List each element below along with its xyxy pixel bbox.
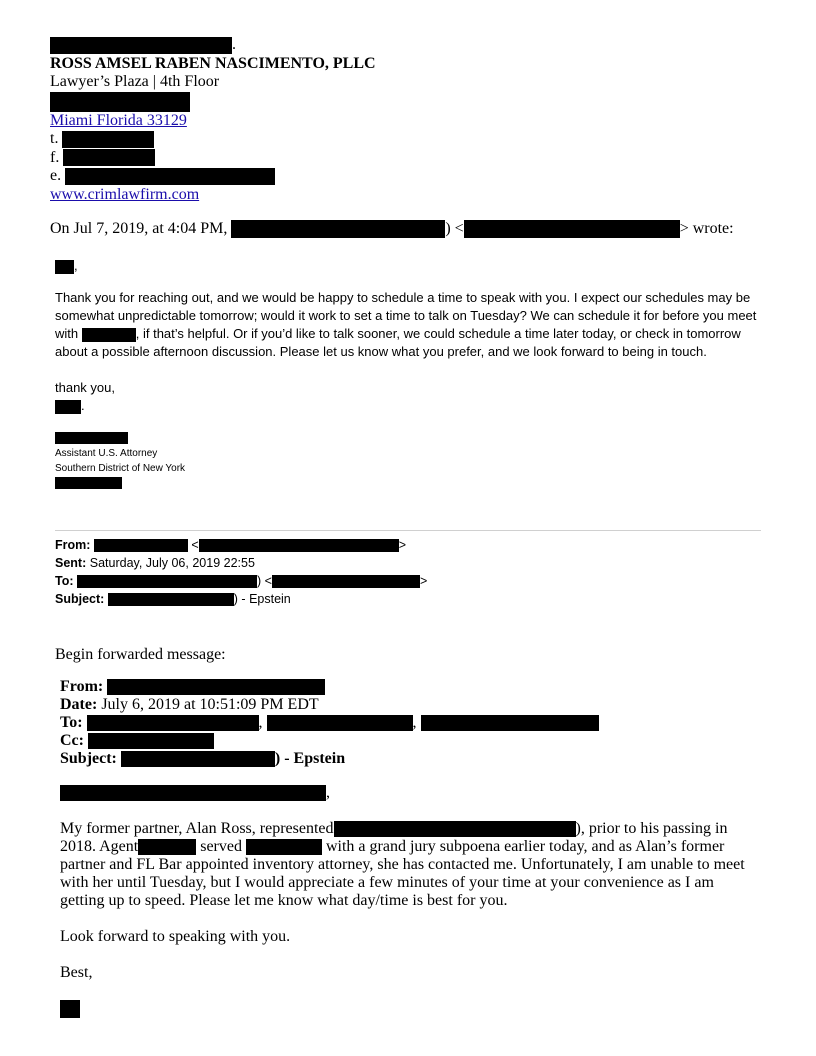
redaction bbox=[88, 733, 214, 749]
redaction bbox=[94, 539, 188, 552]
redaction bbox=[464, 220, 680, 238]
fwd-from-row: From: bbox=[60, 678, 599, 696]
redaction bbox=[50, 92, 190, 112]
fax-line: f. bbox=[50, 149, 376, 168]
redaction bbox=[121, 751, 275, 767]
reply-header: On Jul 7, 2019, at 4:04 PM, ) < > wrote: bbox=[50, 220, 734, 237]
redaction bbox=[50, 37, 232, 54]
redaction bbox=[108, 593, 234, 606]
website-link[interactable]: www.crimlawfirm.com bbox=[50, 185, 200, 203]
redaction bbox=[267, 715, 413, 731]
redaction bbox=[231, 220, 445, 238]
to-row: To: ) < > bbox=[55, 574, 428, 588]
redaction bbox=[421, 715, 599, 731]
redaction bbox=[272, 575, 420, 588]
orig-signoff bbox=[60, 1000, 760, 1018]
email-line: e. bbox=[50, 167, 376, 186]
body-paragraph: Thank you for reaching out, and we would be happy to schedule a time to speak with you. I expect our schedules may be somewhat unpredictable tomorrow; would it work to set a time to talk on Tuesday? We can schedule it for before you meet with , if that’s helpful. Or if you’d like to talk sooner, we could schedule a time later today, or check in tomorrow about a possible afternoon discussion. Please let us know what you prefer, and we look forward to being in touch. bbox=[55, 290, 757, 359]
subject-row: Subject: ) - Epstein bbox=[55, 592, 291, 606]
sender-title-block bbox=[55, 431, 767, 491]
signature-block bbox=[50, 36, 376, 204]
redaction bbox=[107, 679, 325, 695]
reply-email bbox=[55, 257, 767, 491]
redaction bbox=[55, 260, 74, 274]
redaction bbox=[246, 839, 322, 855]
redaction bbox=[55, 432, 128, 444]
from-row: From: < > bbox=[55, 538, 407, 552]
orig-paragraph-1: My former partner, Alan Ross, represented ), prior to his passing in 2018. Agent served with a grand jury subpoena earlier today, and as Alan’s former partner and FL Bar appointed inventory attorney, she has contacted me. Unfortunately, I am unable to meet with her until Tuesday, but I would appreciate a few minutes of your time at your convenience as I am getting up to speed. Please let me know what day/time is best for you. bbox=[60, 820, 745, 909]
fwd-subject-row: Subject: ) - Epstein bbox=[60, 750, 346, 767]
redaction bbox=[63, 149, 155, 166]
signature-name-line: . bbox=[50, 36, 376, 55]
redaction bbox=[87, 715, 259, 731]
orig-paragraph-2: Look forward to speaking with you. bbox=[60, 928, 291, 945]
firm-name: ROSS AMSEL RABEN NASCIMENTO, PLLC bbox=[50, 54, 376, 72]
signoff: . bbox=[55, 397, 767, 415]
street-line bbox=[50, 92, 376, 112]
redaction bbox=[62, 131, 154, 148]
website-line[interactable] bbox=[50, 186, 376, 205]
redaction bbox=[60, 1000, 80, 1018]
fwd-date-row: Date: July 6, 2019 at 10:51:09 PM EDT bbox=[60, 696, 319, 713]
city-line[interactable] bbox=[50, 112, 376, 131]
fwd-to-row: To: , , bbox=[60, 714, 599, 732]
divider bbox=[55, 530, 761, 531]
redaction bbox=[77, 575, 257, 588]
redaction bbox=[55, 477, 122, 489]
begin-forwarded: Begin forwarded message: bbox=[55, 646, 226, 663]
sent-row: Sent: Saturday, July 06, 2019 22:55 bbox=[55, 556, 255, 570]
orig-paragraph-3: Best, bbox=[60, 964, 93, 981]
orig-greeting: , bbox=[60, 784, 760, 802]
redaction bbox=[60, 785, 326, 801]
forwarded-header bbox=[60, 678, 599, 768]
redaction bbox=[334, 821, 576, 837]
redaction bbox=[55, 400, 81, 414]
redaction bbox=[138, 839, 196, 855]
redaction bbox=[65, 168, 275, 185]
address-line: Lawyer’s Plaza | 4th Floor bbox=[50, 73, 220, 90]
sender-title: Assistant U.S. Attorney bbox=[55, 448, 158, 459]
forward-header bbox=[55, 536, 427, 608]
sender-office: Southern District of New York bbox=[55, 463, 186, 474]
closing: thank you, bbox=[55, 380, 115, 395]
original-message bbox=[60, 784, 760, 1018]
city-link[interactable]: Miami Florida 33129 bbox=[50, 111, 187, 129]
redaction bbox=[199, 539, 399, 552]
fwd-cc-row: Cc: bbox=[60, 732, 599, 750]
greeting: , bbox=[55, 257, 767, 275]
phone-line: t. bbox=[50, 130, 376, 149]
redaction bbox=[82, 328, 136, 342]
